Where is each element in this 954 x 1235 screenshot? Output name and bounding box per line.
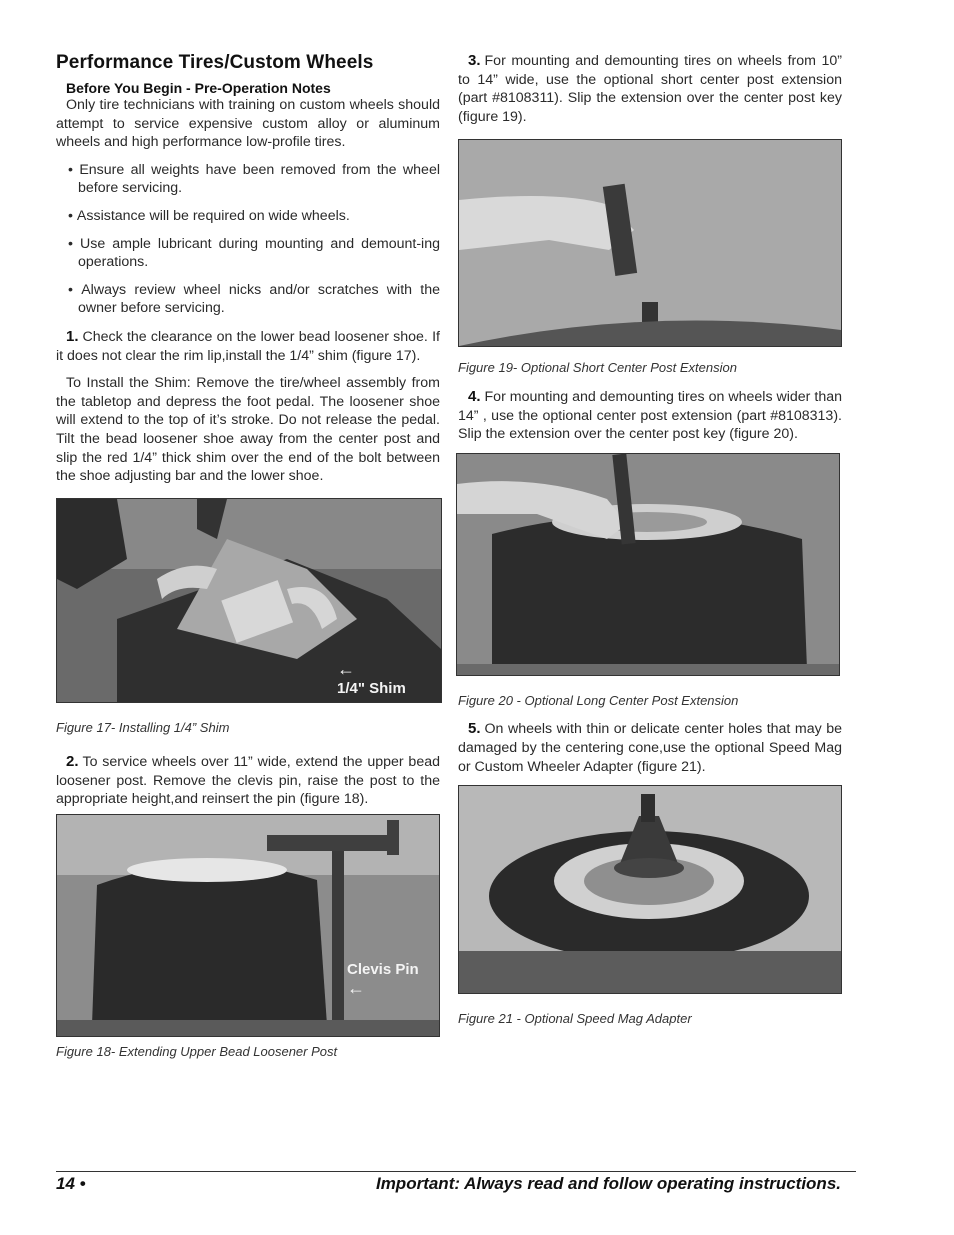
shim-label: 1/4" Shim xyxy=(337,679,406,697)
figure-17-image xyxy=(56,498,442,703)
note-item: • Always review wheel nicks and/or scratches with the owner before servicing. xyxy=(78,281,440,318)
note-item: • Use ample lubricant during mounting and demount-ing operations. xyxy=(78,235,440,272)
intro-paragraph: Only tire technicians with training on custom wheels should attempt to service expensive custom alloy or aluminum wheels and high performance low-profile tires. xyxy=(56,97,440,151)
step-3-text: For mounting and demounting tires on wheels from 10” to 14” wide, use the optional short center post extension (part #8108311). Slip the extension over the center post key (figure 19). xyxy=(458,53,842,125)
figure-20-caption: Figure 20 - Optional Long Center Post Extension xyxy=(458,692,739,708)
figure-21-caption: Figure 21 - Optional Speed Mag Adapter xyxy=(458,1011,692,1027)
step-5-text: On wheels with thin or delicate center holes that may be damaged by the centering cone,use the optional Speed Mag or Custom Wheeler Adapter (figure 21). xyxy=(458,721,842,775)
step-4-paragraph xyxy=(458,388,842,444)
figure-17-caption: Figure 17- Installing 1/4” Shim xyxy=(56,719,230,735)
shim-install-paragraph: To Install the Shim: Remove the tire/wheel assembly from the tabletop and depress the foot pedal. The loosener shoe will extend to the top of it’s stroke. Do not release the pedal. Tilt the bead loosener shoe away from the center post and slip the red 1/4” thick shim over the end of the bolt between the shoe adjusting bar and the lower shoe. xyxy=(56,375,440,485)
pre-operation-notes-list xyxy=(56,161,440,318)
step-2-text: To service wheels over 11” wide, extend the upper bead loosener post. Remove the clevis pin, raise the post to the appropriate height,and reinsert the pin (figure 18). xyxy=(56,754,440,808)
footer-divider xyxy=(56,1171,856,1172)
step-1-text: Check the clearance on the lower bead loosener shoe. If it does not clear the rim lip,install the 1/4” shim (figure 17). xyxy=(56,328,440,364)
step-4-text: For mounting and demounting tires on wheels wider than 14” , use the optional center post extension (part #8108313). Slip the extension over the center post key (figure 20). xyxy=(458,388,842,443)
step-1-paragraph xyxy=(56,328,440,365)
step-1-number: 1. xyxy=(66,327,79,345)
step-5-paragraph xyxy=(458,720,842,776)
step-2-paragraph xyxy=(56,753,440,809)
step-5-number: 5. xyxy=(468,720,481,738)
figure-19-image xyxy=(458,139,842,347)
figure-21-image xyxy=(458,785,842,994)
step-4-number: 4. xyxy=(468,387,481,405)
footer-note: Important: Always read and follow operating instructions. xyxy=(375,1174,841,1193)
note-item: • Assistance will be required on wide wheels. xyxy=(78,207,440,226)
figure-18-image xyxy=(56,814,440,1037)
figure-19-caption: Figure 19- Optional Short Center Post Extension xyxy=(458,360,737,376)
left-arrow-icon: ← xyxy=(337,658,355,679)
left-column xyxy=(56,50,440,1062)
step-3-number: 3. xyxy=(468,52,481,69)
figure-20-image xyxy=(456,453,840,676)
subsection-title: Before You Begin - Pre-Operation Notes xyxy=(66,80,331,96)
fig18-arrow-label xyxy=(347,961,419,999)
right-column xyxy=(458,52,842,1029)
left-arrow-icon: ← xyxy=(347,978,365,999)
section-title: Performance Tires/Custom Wheels xyxy=(56,52,374,73)
step-2-number: 2. xyxy=(66,753,79,771)
fig17-arrow-label xyxy=(337,659,406,697)
figure-18-caption: Figure 18- Extending Upper Bead Loosener Post xyxy=(56,1044,338,1060)
note-item: • Ensure all weights have been removed from the wheel before servicing. xyxy=(78,161,440,198)
page-number: 14 • xyxy=(56,1174,86,1193)
step-3-paragraph xyxy=(458,52,842,126)
clevis-pin-label: Clevis Pin xyxy=(347,961,419,979)
